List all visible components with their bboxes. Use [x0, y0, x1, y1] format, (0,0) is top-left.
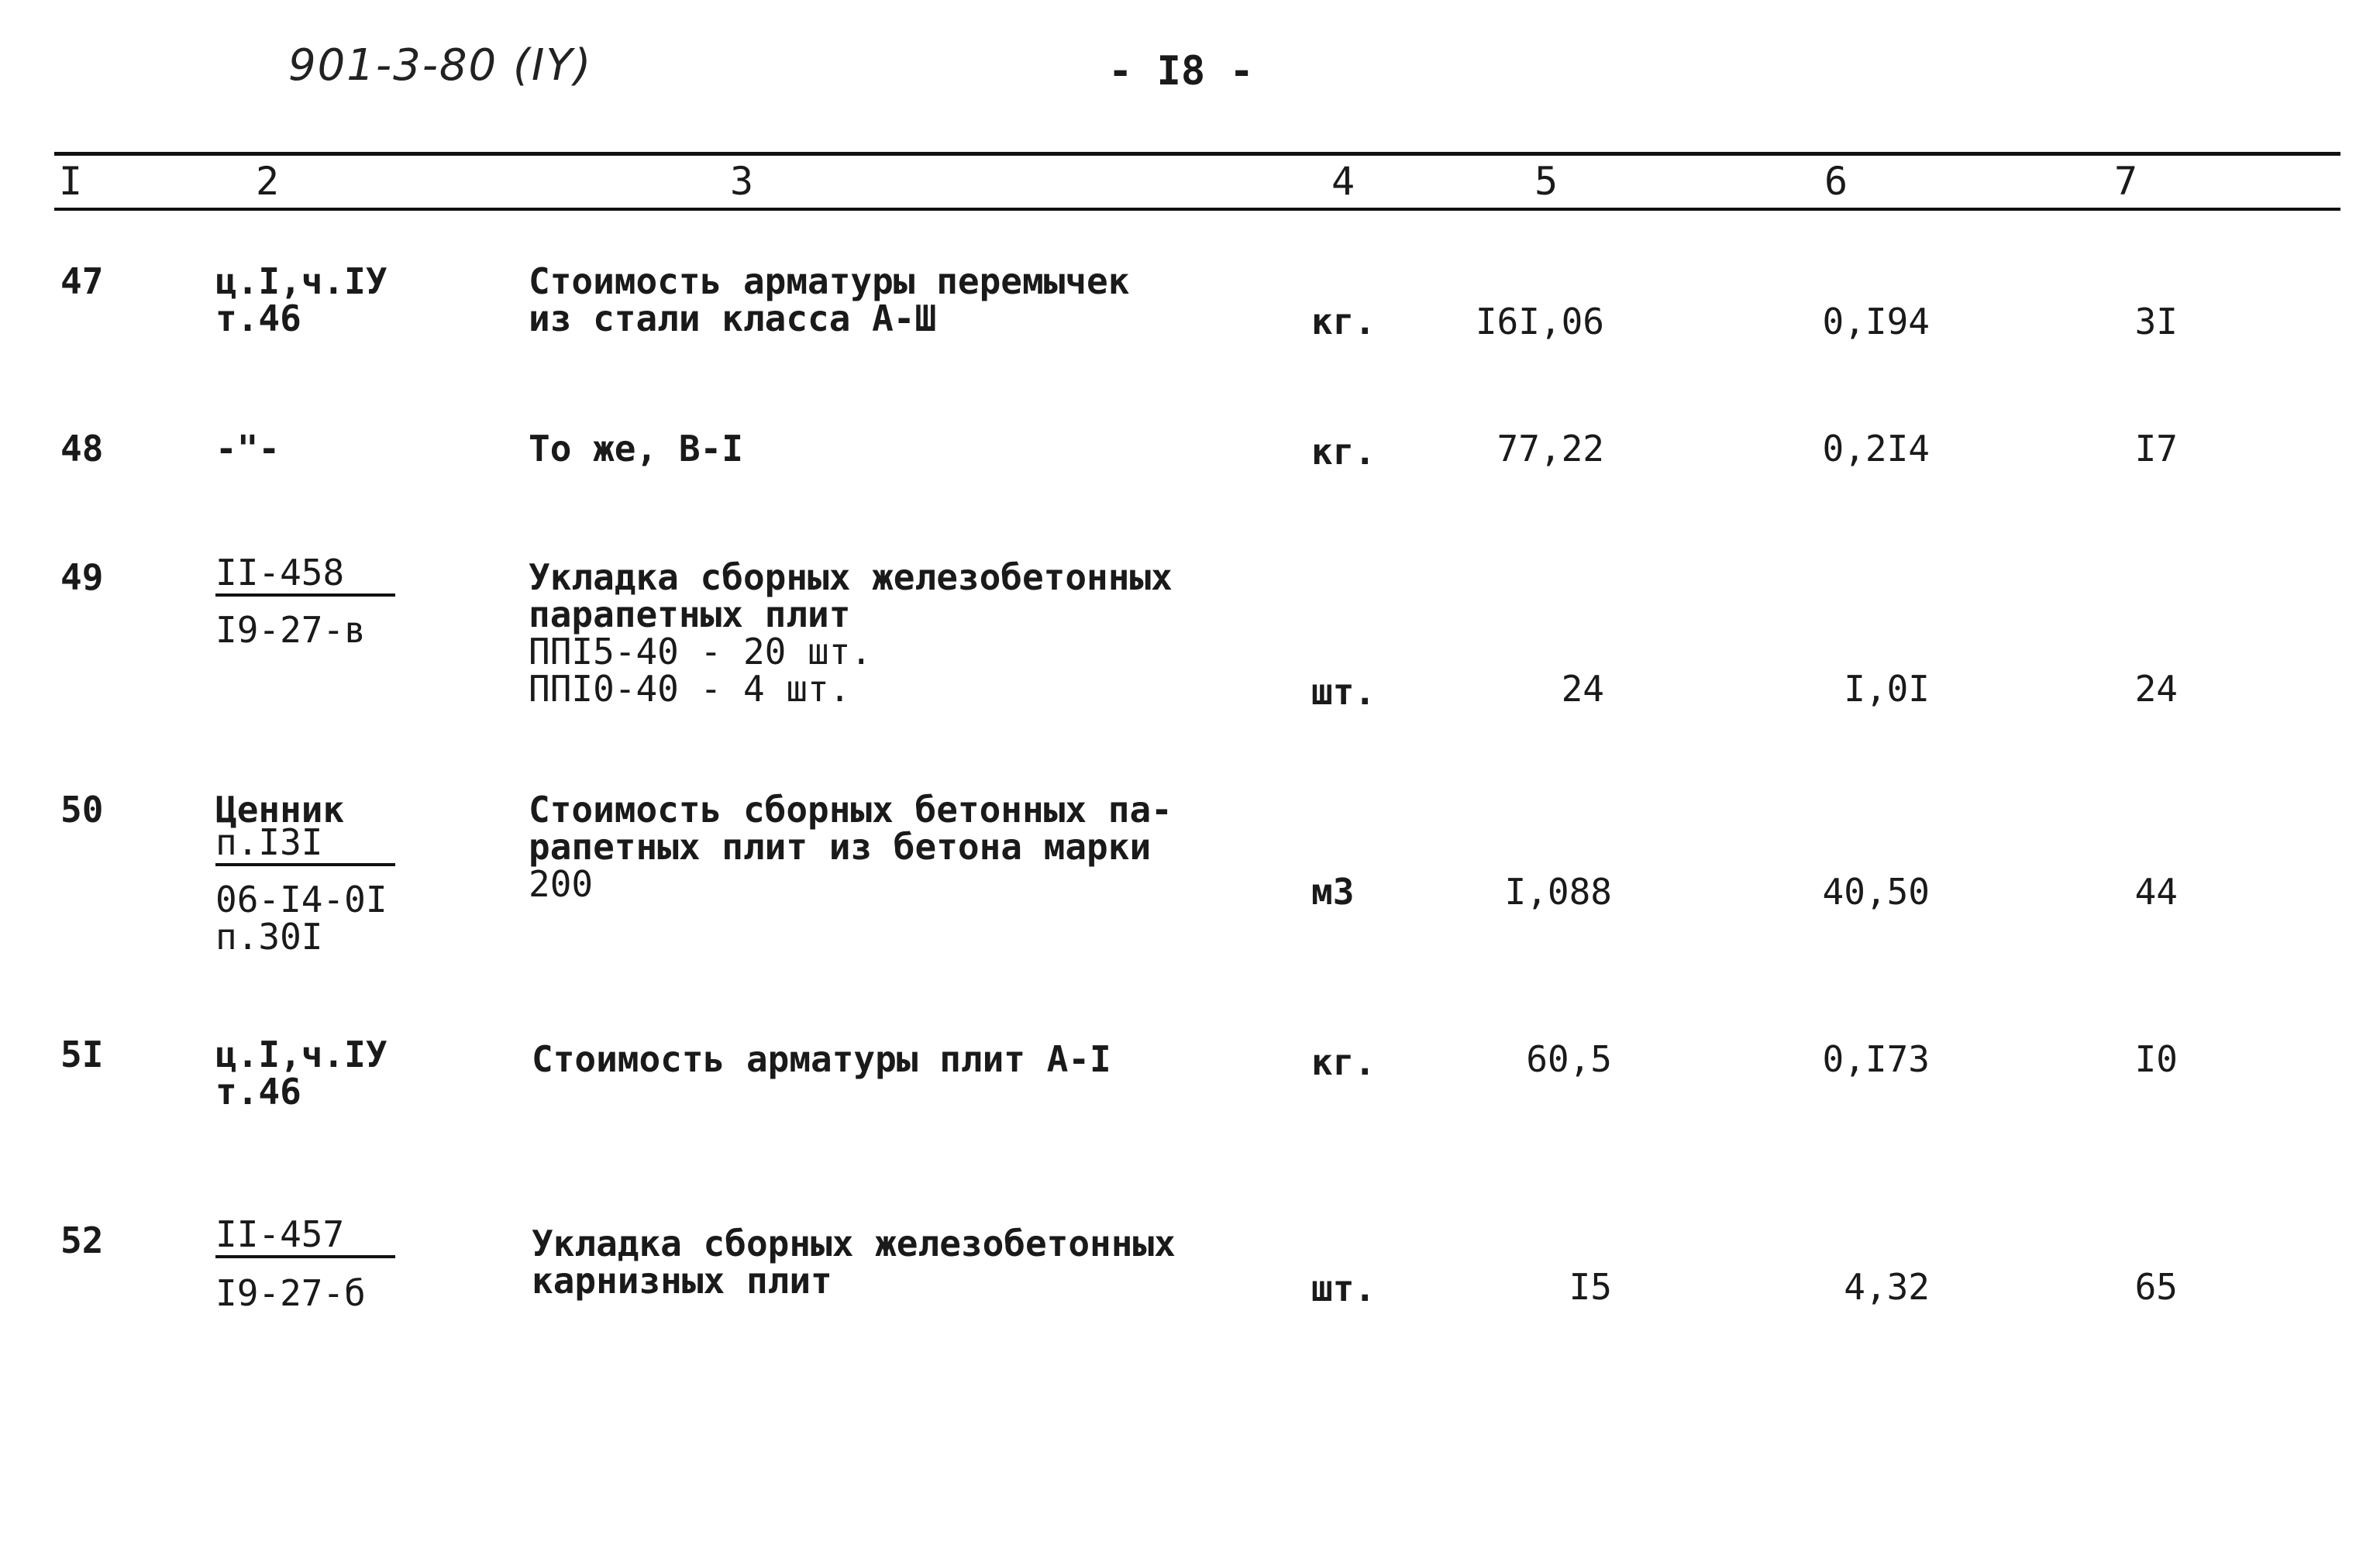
row-quantity: I6I,06 [1475, 301, 1604, 342]
row-number: 50 [60, 789, 104, 831]
row-description-line: То же, В-I [529, 428, 743, 470]
row-total: 44 [2134, 871, 2178, 913]
column-header-2: 2 [256, 159, 280, 204]
row-number: 49 [60, 556, 104, 598]
row-unit: шт. [1311, 1268, 1376, 1309]
row-unit-price: 0,2I4 [1822, 428, 1930, 470]
row-code-line: ц.I,ч.IУ [215, 1034, 387, 1075]
column-header-3: 3 [730, 159, 754, 204]
row-description-line: Стоимость арматуры перемычек [529, 260, 1130, 302]
row-number: 52 [60, 1220, 104, 1261]
row-number: 48 [60, 428, 104, 470]
row-unit-price: 4,32 [1844, 1266, 1930, 1308]
row-code-line: I9-27-в [215, 609, 366, 651]
row-total: I0 [2134, 1038, 2178, 1080]
row-unit-price: 0,I73 [1822, 1038, 1930, 1080]
row-description-line: ППI0-40 - 4 шт. [529, 668, 851, 710]
row-unit: кг. [1311, 431, 1376, 473]
row-total: 24 [2134, 668, 2178, 710]
row-quantity: I,088 [1504, 871, 1612, 913]
row-quantity: 60,5 [1526, 1038, 1612, 1080]
header-rule-bottom [54, 208, 2340, 211]
column-header-7: 7 [2114, 159, 2138, 204]
row-code-line: I9-27-б [215, 1272, 366, 1314]
row-code-line: Ценник [215, 789, 345, 831]
row-unit: кг. [1311, 301, 1376, 342]
row-unit-price: 40,50 [1822, 871, 1930, 913]
row-code-line: п.30I [215, 916, 323, 958]
column-header-1: I [59, 159, 83, 204]
row-description-line: Стоимость сборных бетонных па- [529, 789, 1173, 831]
row-quantity: 77,22 [1497, 428, 1604, 470]
row-description-line: карнизных плит [532, 1260, 832, 1302]
row-unit: м3 [1311, 871, 1355, 913]
row-description-line: Укладка сборных железобетонных [529, 556, 1173, 598]
row-description-line: ППI5-40 - 20 шт. [529, 631, 873, 673]
column-header-5: 5 [1534, 159, 1559, 204]
row-code-line: 06-I4-0I [215, 879, 387, 920]
row-unit-price: I,0I [1844, 668, 1930, 710]
page-number: - I8 - [1108, 48, 1254, 95]
row-unit: кг. [1311, 1041, 1376, 1083]
row-number: 47 [60, 260, 104, 302]
row-description-line: рапетных плит из бетона марки [529, 826, 1152, 868]
row-unit-price: 0,I94 [1822, 301, 1930, 342]
row-total: I7 [2134, 428, 2178, 470]
row-code-line: т.46 [215, 298, 301, 339]
row-code-line: ц.I,ч.IУ [215, 260, 387, 302]
header-rule-top [54, 152, 2340, 156]
row-code-line: т.46 [215, 1071, 301, 1113]
row-code-line: п.I3I [215, 824, 395, 866]
row-unit: шт. [1311, 671, 1376, 713]
column-header-6: 6 [1824, 159, 1848, 204]
row-description-line: 200 [529, 863, 594, 905]
row-total: 3I [2134, 301, 2178, 342]
document-code: 901-3-80 (IY) [288, 40, 593, 91]
row-description-line: парапетных плит [529, 593, 851, 635]
column-header-4: 4 [1331, 159, 1355, 204]
row-code-line: II-458 [215, 555, 395, 597]
row-quantity: I5 [1569, 1266, 1612, 1308]
row-code-line: -"- [215, 428, 281, 470]
row-number: 5I [60, 1034, 104, 1075]
row-total: 65 [2134, 1266, 2178, 1308]
row-description-line: из стали класса А-Ш [529, 298, 937, 339]
row-code-line: II-457 [215, 1216, 395, 1258]
row-description-line: Стоимость арматуры плит А-I [532, 1038, 1111, 1080]
row-quantity: 24 [1561, 668, 1604, 710]
row-description-line: Укладка сборных железобетонных [532, 1223, 1176, 1264]
